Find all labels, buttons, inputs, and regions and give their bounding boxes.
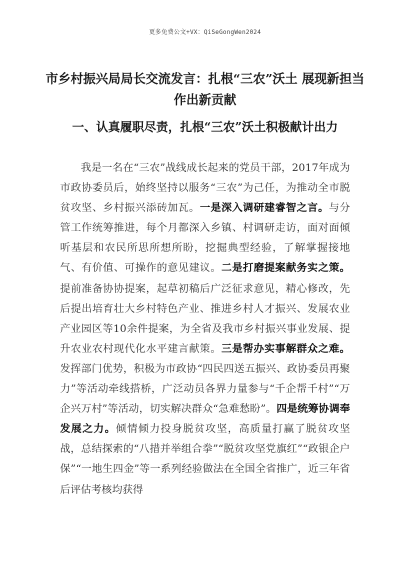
- point-one-text: 与分管工作统筹推进，每个月都深入乡镇、村调研走访，面对面倾听基层和农民所思所想所盼，挖掘典型经验，了解掌握接地气、有价值、可操作的意见建议。: [60, 202, 351, 275]
- point-two-text: 提前准备协协提案，起草初稿后广泛征求意见，精心修改，先后提出培育壮大乡村特色产业、推进乡村人才振兴、发展农业产业园区等10余件提案，为全省及我市乡村振兴事业发展、提升农业农村现代化水平建言献策。: [60, 282, 350, 355]
- watermark-text: 更多免费公文+VX：QiSeGongWen2024: [148, 29, 262, 36]
- body-paragraph: [60, 158, 350, 500]
- point-two-heading: 二是打磨提案献务实之策。: [221, 262, 350, 275]
- point-four-text: 倾情倾力投身脱贫攻坚，高质量打赢了脱贫攻坚战，总结探索的“八措并举组合拳”“脱贫攻坚党旗红”“政银企户保”“一地生四金”等一系列经验做法在全国全省推广，近三年省后评估考核均获得: [60, 423, 350, 496]
- section-heading: 一、认真履职尽责，扎根“三农”沃土积极献计出力: [72, 120, 338, 134]
- point-three-heading: 三是帮办实事解群众之难。: [221, 342, 350, 355]
- point-three-text: 发挥部门优势，积极为市政协“四民四送五振兴、政协委员再聚力”等活动牵线搭桥，广泛动员各界力量参与“千企帮千村”“万企兴万村”等活动，切实解决群众“急难愁盼”。: [60, 362, 350, 416]
- point-one-heading: 一是深入调研建睿智之言。: [199, 202, 329, 215]
- paragraph-intro: 我是一名在“三农”战线成长起来的党员干部，2017年成为市政协委员后，始终坚持以服务“三农”为己任，为推动全市脱贫攻坚、乡村振兴添砖加瓦。: [60, 162, 350, 215]
- point-four-heading: 四是统筹协调奉发展之力。: [60, 403, 351, 436]
- document-title: 市乡村振兴局局长交流发言：扎根“三农”沃土 展现新担当作出新贡献: [45, 71, 365, 107]
